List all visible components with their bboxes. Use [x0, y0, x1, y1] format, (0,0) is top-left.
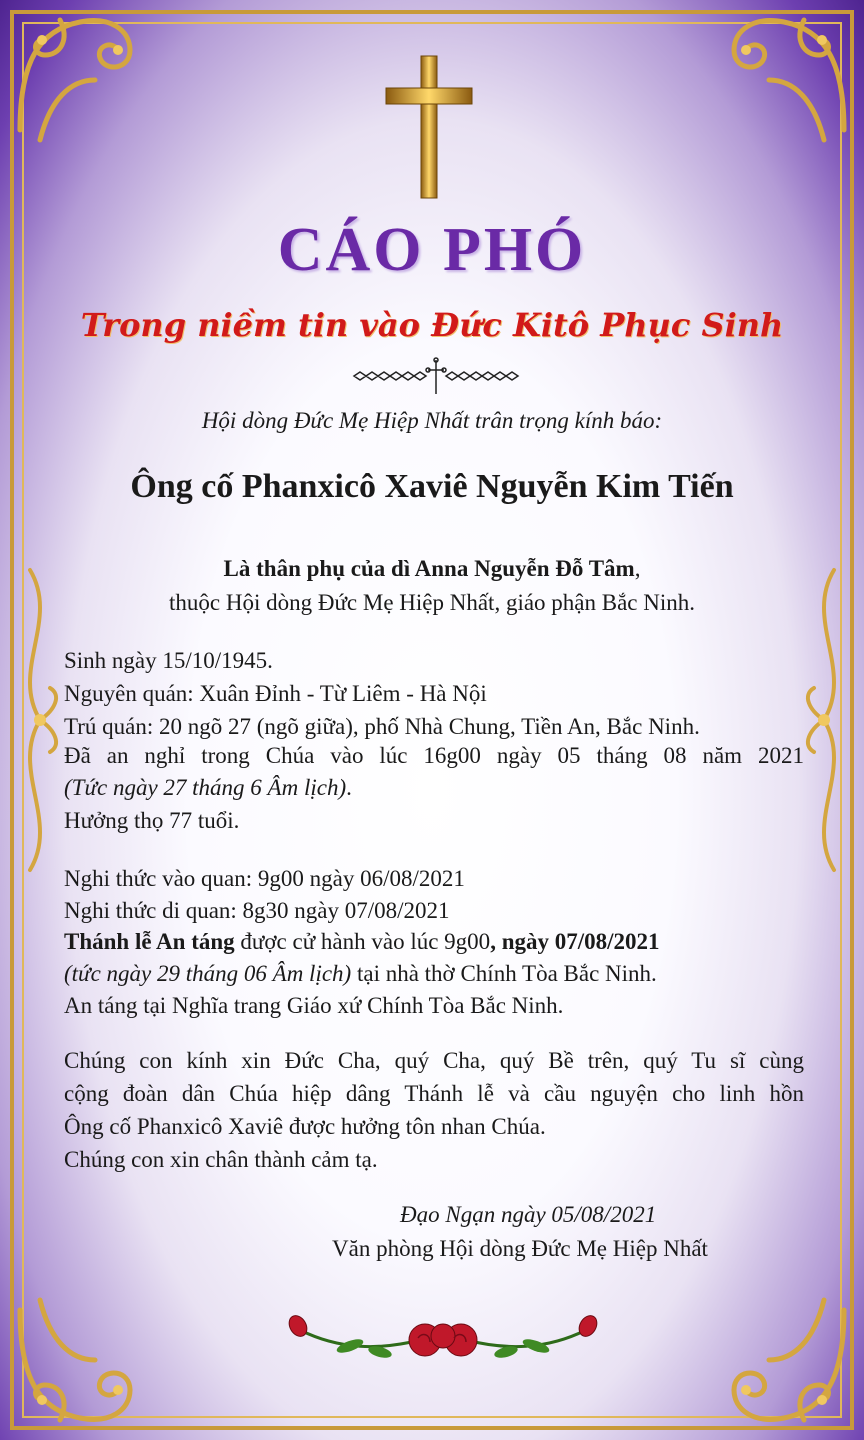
relation-tail: ,: [634, 556, 641, 581]
corner-scroll-ornament-top-left: [0, 0, 150, 150]
died-lunar: (Tức ngày 27 tháng 6 Âm lịch): [64, 775, 347, 800]
corner-scroll-ornament-top-right: [714, 0, 864, 150]
mass-line: [64, 929, 660, 955]
gold-cross-icon: [384, 52, 474, 202]
relation-line-1: [0, 556, 864, 582]
page-subtitle: Trong niềm tin vào Đức Kitô Phục Sinh: [80, 306, 784, 344]
signature-office: Văn phòng Hội dòng Đức Mẹ Hiệp Nhất: [332, 1236, 708, 1261]
procession-line: Nghi thức di quan: 8g30 ngày 07/08/2021: [64, 898, 450, 923]
mass-date: , ngày 07/08/2021: [490, 929, 660, 954]
corner-scroll-ornament-bottom-right: [714, 1290, 864, 1440]
closing-line-2: cộng đoàn dân Chúa hiệp dâng Thánh lễ và cầu nguyện cho linh hồn: [64, 1081, 804, 1106]
hometown-line: Nguyên quán: Xuân Đỉnh - Từ Liêm - Hà Nội: [64, 681, 487, 706]
signature-place-date: Đạo Ngạn ngày 05/08/2021: [400, 1202, 657, 1227]
died-lunar-tail: .: [346, 775, 352, 800]
deceased-name: Ông cố Phanxicô Xaviê Nguyễn Kim Tiến: [130, 468, 734, 505]
cross-divider-icon: [350, 356, 522, 396]
encoffin-line: Nghi thức vào quan: 9g00 ngày 06/08/2021: [64, 866, 465, 891]
age-line: Hưởng thọ 77 tuổi.: [64, 808, 240, 833]
relation-line-2: thuộc Hội dòng Đức Mẹ Hiệp Nhất, giáo phận Bắc Ninh.: [168, 590, 696, 615]
intro-line: Hội dòng Đức Mẹ Hiệp Nhất trân trọng kính báo:: [201, 408, 663, 433]
burial-line: An táng tại Nghĩa trang Giáo xứ Chính Tòa Bắc Ninh.: [64, 993, 564, 1018]
roses-decoration-icon: [280, 1310, 606, 1366]
closing-line-3: Ông cố Phanxicô Xaviê được hưởng tôn nhan Chúa.: [64, 1114, 546, 1139]
born-line: Sinh ngày 15/10/1945.: [64, 648, 273, 673]
mass-place-line: [64, 961, 657, 987]
closing-line-4: Chúng con xin chân thành cảm tạ.: [64, 1147, 378, 1172]
mass-label: Thánh lễ An táng: [64, 929, 235, 954]
died-line: Đã an nghỉ trong Chúa vào lúc 16g00 ngày 05 tháng 08 năm 2021: [64, 743, 804, 768]
mass-place: tại nhà thờ Chính Tòa Bắc Ninh.: [351, 961, 657, 986]
relation-bold: Là thân phụ của dì Anna Nguyễn Đỗ Tâm: [223, 556, 635, 581]
mass-lunar: (tức ngày 29 tháng 06 Âm lịch): [64, 961, 352, 986]
mass-time: được cử hành vào lúc 9g00: [234, 929, 491, 954]
died-lunar-line: [64, 775, 352, 801]
corner-scroll-ornament-bottom-left: [0, 1290, 150, 1440]
page-title: CÁO PHÓ: [277, 216, 587, 284]
residence-line: Trú quán: 20 ngõ 27 (ngõ giữa), phố Nhà Chung, Tiền An, Bắc Ninh.: [64, 714, 700, 739]
closing-line-1: Chúng con kính xin Đức Cha, quý Cha, quý Bề trên, quý Tu sĩ cùng: [64, 1048, 804, 1073]
